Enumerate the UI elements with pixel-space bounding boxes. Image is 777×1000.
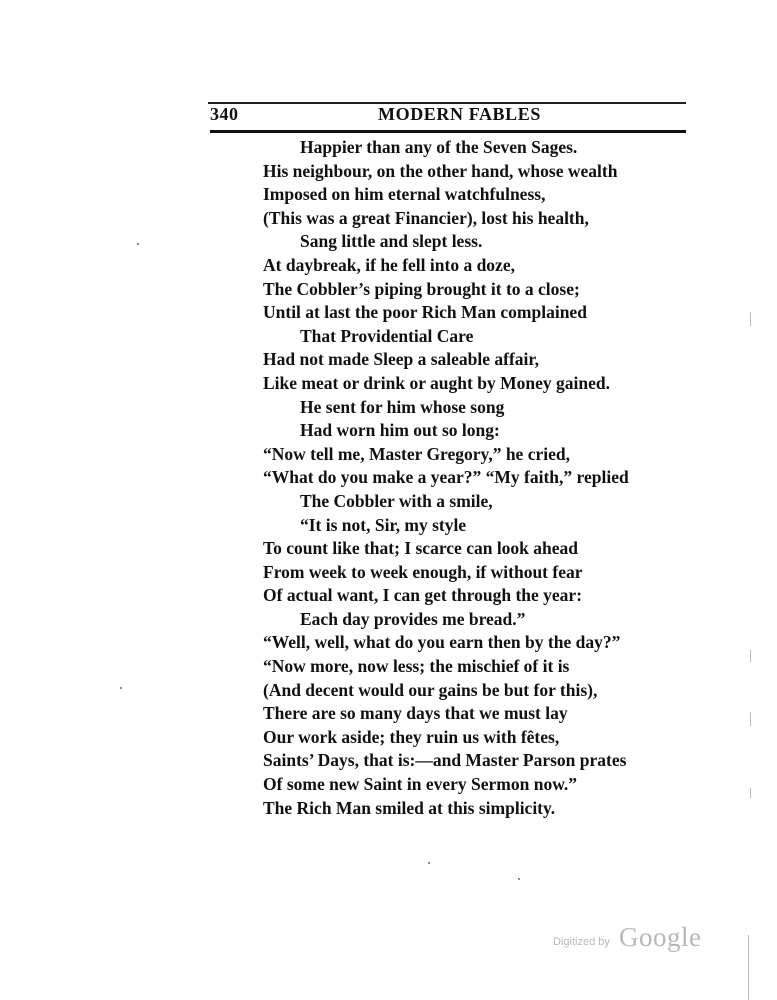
- running-title: MODERN FABLES: [378, 104, 541, 124]
- scan-margin-mark: [750, 312, 751, 326]
- poem-line: To count like that; I scarce can look ahead: [263, 538, 579, 559]
- watermark-brand-logo: Google: [619, 922, 702, 952]
- poem-line: “Now more, now less; the mischief of it is: [263, 656, 570, 677]
- poem-line: The Rich Man smiled at this simplicity.: [263, 797, 556, 818]
- poem-line: From week to week enough, if without fear: [263, 561, 583, 582]
- poem-line: Like meat or drink or aught by Money gained.: [263, 372, 610, 393]
- poem-line: Each day provides me bread.”: [300, 608, 526, 629]
- scan-margin-mark: [750, 650, 751, 662]
- poem-line: (This was a great Financier), lost his health,: [263, 207, 589, 228]
- poem-line: “Well, well, what do you earn then by the day?”: [263, 632, 621, 653]
- scan-speck: [518, 878, 520, 880]
- poem-line: The Cobbler with a smile,: [300, 490, 493, 511]
- poem-line: His neighbour, on the other hand, whose wealth: [263, 160, 618, 181]
- poem-line: Sang little and slept less.: [300, 231, 483, 252]
- poem-line: Imposed on him eternal watchfulness,: [263, 184, 546, 205]
- header-rule: [210, 130, 686, 133]
- poem-line: Happier than any of the Seven Sages.: [300, 137, 578, 157]
- poem-line: Our work aside; they ruin us with fêtes,: [263, 726, 560, 747]
- poem-line: “What do you make a year?” “My faith,” replied: [263, 467, 629, 488]
- poem-line: Had not made Sleep a saleable affair,: [263, 349, 539, 370]
- poem-line: At daybreak, if he fell into a doze,: [263, 254, 515, 275]
- poem-line: Of some new Saint in every Sermon now.”: [263, 774, 578, 795]
- scan-speck: [137, 243, 139, 245]
- poem-line: Until at last the poor Rich Man complained: [263, 302, 587, 323]
- poem-line: That Providential Care: [300, 325, 474, 346]
- scan-margin-mark: [750, 788, 751, 798]
- poem-line: Saints’ Days, that is:—and Master Parson prates: [263, 750, 627, 771]
- scan-speck: [120, 687, 122, 689]
- poem-line: Of actual want, I can get through the year:: [263, 585, 583, 606]
- watermark-prefix: Digitized by: [553, 936, 610, 948]
- scan-margin-mark: [750, 712, 751, 726]
- poem-line: (And decent would our gains be but for this),: [263, 679, 598, 700]
- digitized-watermark: [553, 922, 723, 962]
- poem-line: The Cobbler’s piping brought it to a close;: [263, 278, 580, 299]
- poem-line: Had worn him out so long:: [300, 420, 500, 441]
- poem-line: “It is not, Sir, my style: [300, 514, 467, 535]
- poem-body: [263, 136, 663, 820]
- poem-line: He sent for him whose song: [300, 396, 505, 417]
- poem-line: “Now tell me, Master Gregory,” he cried,: [263, 443, 570, 464]
- scan-margin-mark: [748, 935, 749, 1000]
- scan-speck: [428, 862, 430, 864]
- page-header: [210, 104, 686, 128]
- page-number: 340: [210, 104, 239, 124]
- poem-line: There are so many days that we must lay: [263, 703, 568, 724]
